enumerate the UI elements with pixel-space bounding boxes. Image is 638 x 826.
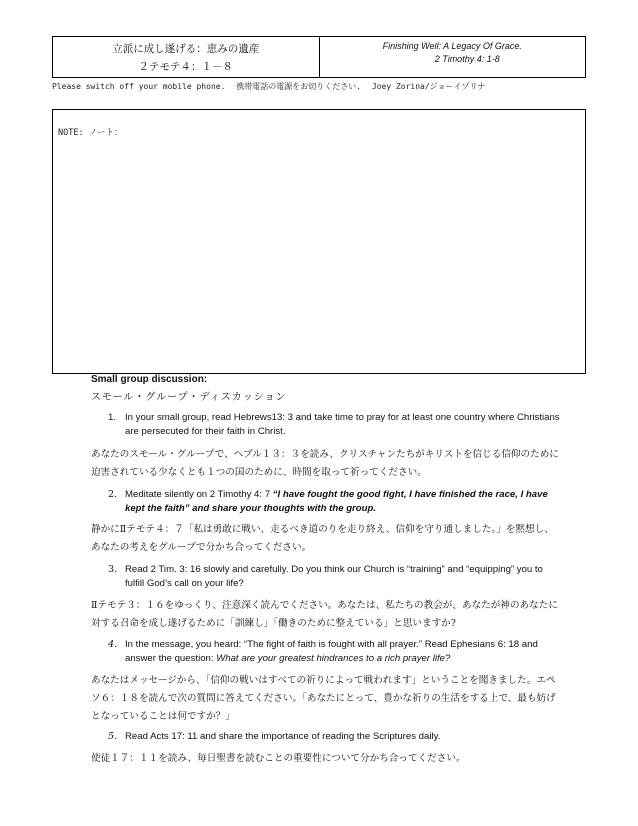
item-text-question: What are your greatest hindrances to a rich prayer life? (216, 653, 451, 664)
item-text-english: Read Acts 17: 11 and share the importance of reading the Scriptures daily. (125, 731, 441, 742)
discussion-item-1 (108, 411, 563, 439)
discussion-item-3 (108, 563, 563, 591)
discussion-item-4 (108, 638, 563, 666)
item-number: 3. (108, 564, 118, 575)
header-japanese-title: 立派に成し遂げる：恵みの遺産 (112, 43, 260, 55)
item-text-emphasis: “I have fought the good fight, I have finished the race, I have kept the faith” and share your thoughts with the group. (125, 489, 548, 514)
discussion-item-5 (108, 730, 563, 744)
phone-notice (52, 81, 592, 92)
item-number: 4. (108, 639, 118, 650)
item-text-prefix: Meditate silently on 2 Timothy 4: 7 (125, 489, 273, 500)
item-4-japanese: あなたはメッセージから、「信仰の戦いはすべての祈りによって戦われます」ということを聞きました。エペソ６：１８を読んで次の質問に答えてください。「あなたにとって、豊かな祈りの生活をする上で、最も妨げとなっていることは何ですか？」 (91, 675, 556, 722)
item-3-japanese: Ⅱテモテ３：１６をゆっくり、注意深く読んでください。あなたは、私たちの教会が、あなたが神のあなたに対する召命を成し遂げるために「訓練し」「働きのために整えている」と思いますか? (91, 600, 558, 629)
phone-notice-japanese: 携帯電話の電源をお切りください. (236, 82, 362, 91)
header-english-cell (320, 37, 586, 77)
discussion-title-english: Small group discussion: (91, 374, 208, 385)
item-number: 1. (108, 412, 117, 423)
header-japanese-reference: ２テモテ４：１－８ (138, 61, 233, 73)
item-number: 5. (108, 731, 118, 742)
item-text-english (125, 488, 563, 516)
header-table (52, 36, 586, 78)
item-text-prefix: In the message, you heard: “The fight of faith is fought with all prayer.” Read Ephesians 6: 18 and answer the question: (125, 639, 538, 664)
phone-notice-english: Please switch off your mobile phone. (52, 82, 226, 91)
discussion-title-japanese: スモール・グループ・ディスカッション (91, 392, 287, 403)
item-5-japanese: 使徒１７：１１を読み、毎日聖書を読むことの重要性について分かち合ってください。 (91, 753, 466, 764)
notes-box[interactable] (52, 109, 586, 374)
item-number: 2. (108, 489, 118, 500)
notes-label: NOTE: ノート： (58, 128, 123, 138)
discussion-item-2 (108, 488, 563, 516)
header-english-reference: 2 Timothy 4: 1-8 (434, 54, 500, 64)
item-text-english (125, 638, 563, 666)
item-text-english: In your small group, read Hebrews13: 3 and take time to pray for at least one country where Christians are persecuted for their faith in Christ. (125, 412, 560, 437)
item-2-japanese: 静かにⅡテモテ４：７「私は勇敢に戦い、走るべき道のりを走り終え、信仰を守り通しました。」を黙想し、あなたの考えをグループで分かち合ってください。 (91, 524, 554, 553)
item-1-japanese: あなたのスモール・グループで、ヘブル１３：３を読み、クリスチャンたちがキリストを信じる信仰のために迫害されている少なくとも１つの国のために、時間を取って祈ってください。 (91, 449, 559, 478)
speaker-name: Joey Zorina/ジョーイゾリナ (371, 82, 486, 91)
item-text-english: Read 2 Tim. 3: 16 slowly and carefully. Do you think our Church is “training” and “equipping” you to fulfill God’s call on your life? (125, 564, 543, 589)
header-japanese-cell (53, 37, 320, 77)
header-english-title: Finishing Well: A Legacy Of Grace. (382, 41, 522, 51)
